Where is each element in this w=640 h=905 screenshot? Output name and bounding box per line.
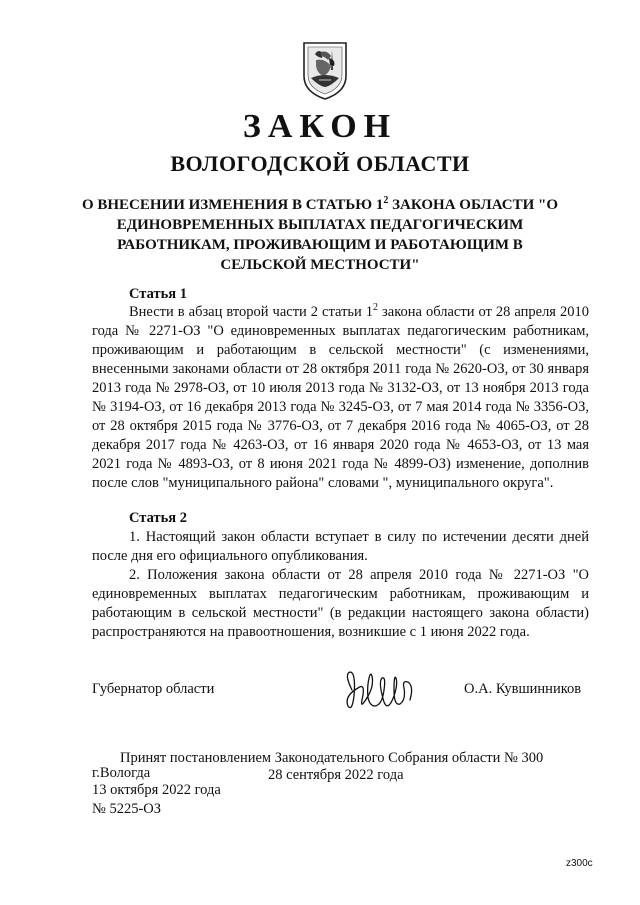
document-title: ЗАКОН	[242, 108, 398, 145]
article-2-heading: Статья 2	[129, 510, 187, 526]
adoption-date: 28 сентября 2022 года	[268, 767, 404, 783]
law-title-rest: ЗАКОНА ОБЛАСТИ "О ЕДИНОВРЕМЕННЫХ ВЫПЛАТАХ ПЕДАГОГИЧЕСКИМ РАБОТНИКАМ, ПРОЖИВАЮЩИМ И РАБОТАЮЩИМ В СЕЛЬСКОЙ МЕСТНОСТИ"	[116, 197, 559, 273]
article-1-superscript: 2	[373, 302, 379, 314]
law-title-superscript: 2	[383, 195, 389, 206]
coat-of-arms-emblem	[301, 40, 349, 102]
handwritten-signature	[338, 666, 420, 716]
city: г.Вологда	[92, 765, 151, 781]
form-code: z300c	[566, 858, 593, 869]
article-2-item-1: 1. Настоящий закон области вступает в силу по истечении десяти дней после дня его официального опубликования.	[92, 529, 589, 564]
law-title	[80, 195, 560, 275]
region-title: ВОЛОГОДСКОЙ ОБЛАСТИ	[170, 151, 470, 176]
article-2-item-2: 2. Положения закона области от 28 апреля 2010 года № 2271-ОЗ "О единовременных выплатах педагогическим работникам, проживающим и работающим в сельской местности" (в редакции настоящего закона области) распространяются на правоотношения, возникшие с 1 июня 2022 года.	[92, 567, 589, 640]
article-1-text	[92, 303, 589, 493]
adoption-statement: Принят постановлением Законодательного Собрания области № 300	[120, 750, 544, 766]
law-title-prefix: О ВНЕСЕНИИ ИЗМЕНЕНИЯ В СТАТЬЮ 1	[81, 197, 384, 213]
signer-name: О.А. Кувшинников	[464, 681, 582, 697]
law-number: № 5225-ОЗ	[92, 801, 162, 817]
signer-position: Губернатор области	[92, 681, 215, 697]
article-1-text-rest: закона области от 28 апреля 2010 года № 2271-ОЗ "О единовременных выплатах педагогическим работникам, проживающим и работающим в сельской местности" (с изменениями, внесенными законами области от 28 октября 2011 года № 2620-ОЗ, от 30 января 2013 года № 2978-ОЗ, от 10 июля 2013 года № 3132-ОЗ, от 13 ноября 2013 года № 3194-ОЗ, от 16 декабря 2013 года № 3245-ОЗ, от 7 мая 2014 года № 3356-ОЗ, от 28 октября 2015 года № 3776-ОЗ, от 7 декабря 2016 года № 4065-ОЗ, от 28 декабря 2017 года № 4263-ОЗ, от 16 января 2020 года № 4653-ОЗ, от 13 мая 2021 года № 4893-ОЗ, от 8 июня 2021 года № 4899-ОЗ) изменение, дополнив после слов "муниципального района" словами ", муниципального округа".	[92, 304, 589, 491]
signing-date: 13 октября 2022 года	[92, 782, 221, 798]
article-1-heading: Статья 1	[129, 286, 187, 302]
article-1-text-start: Внести в абзац второй части 2 статьи 1	[129, 304, 374, 320]
